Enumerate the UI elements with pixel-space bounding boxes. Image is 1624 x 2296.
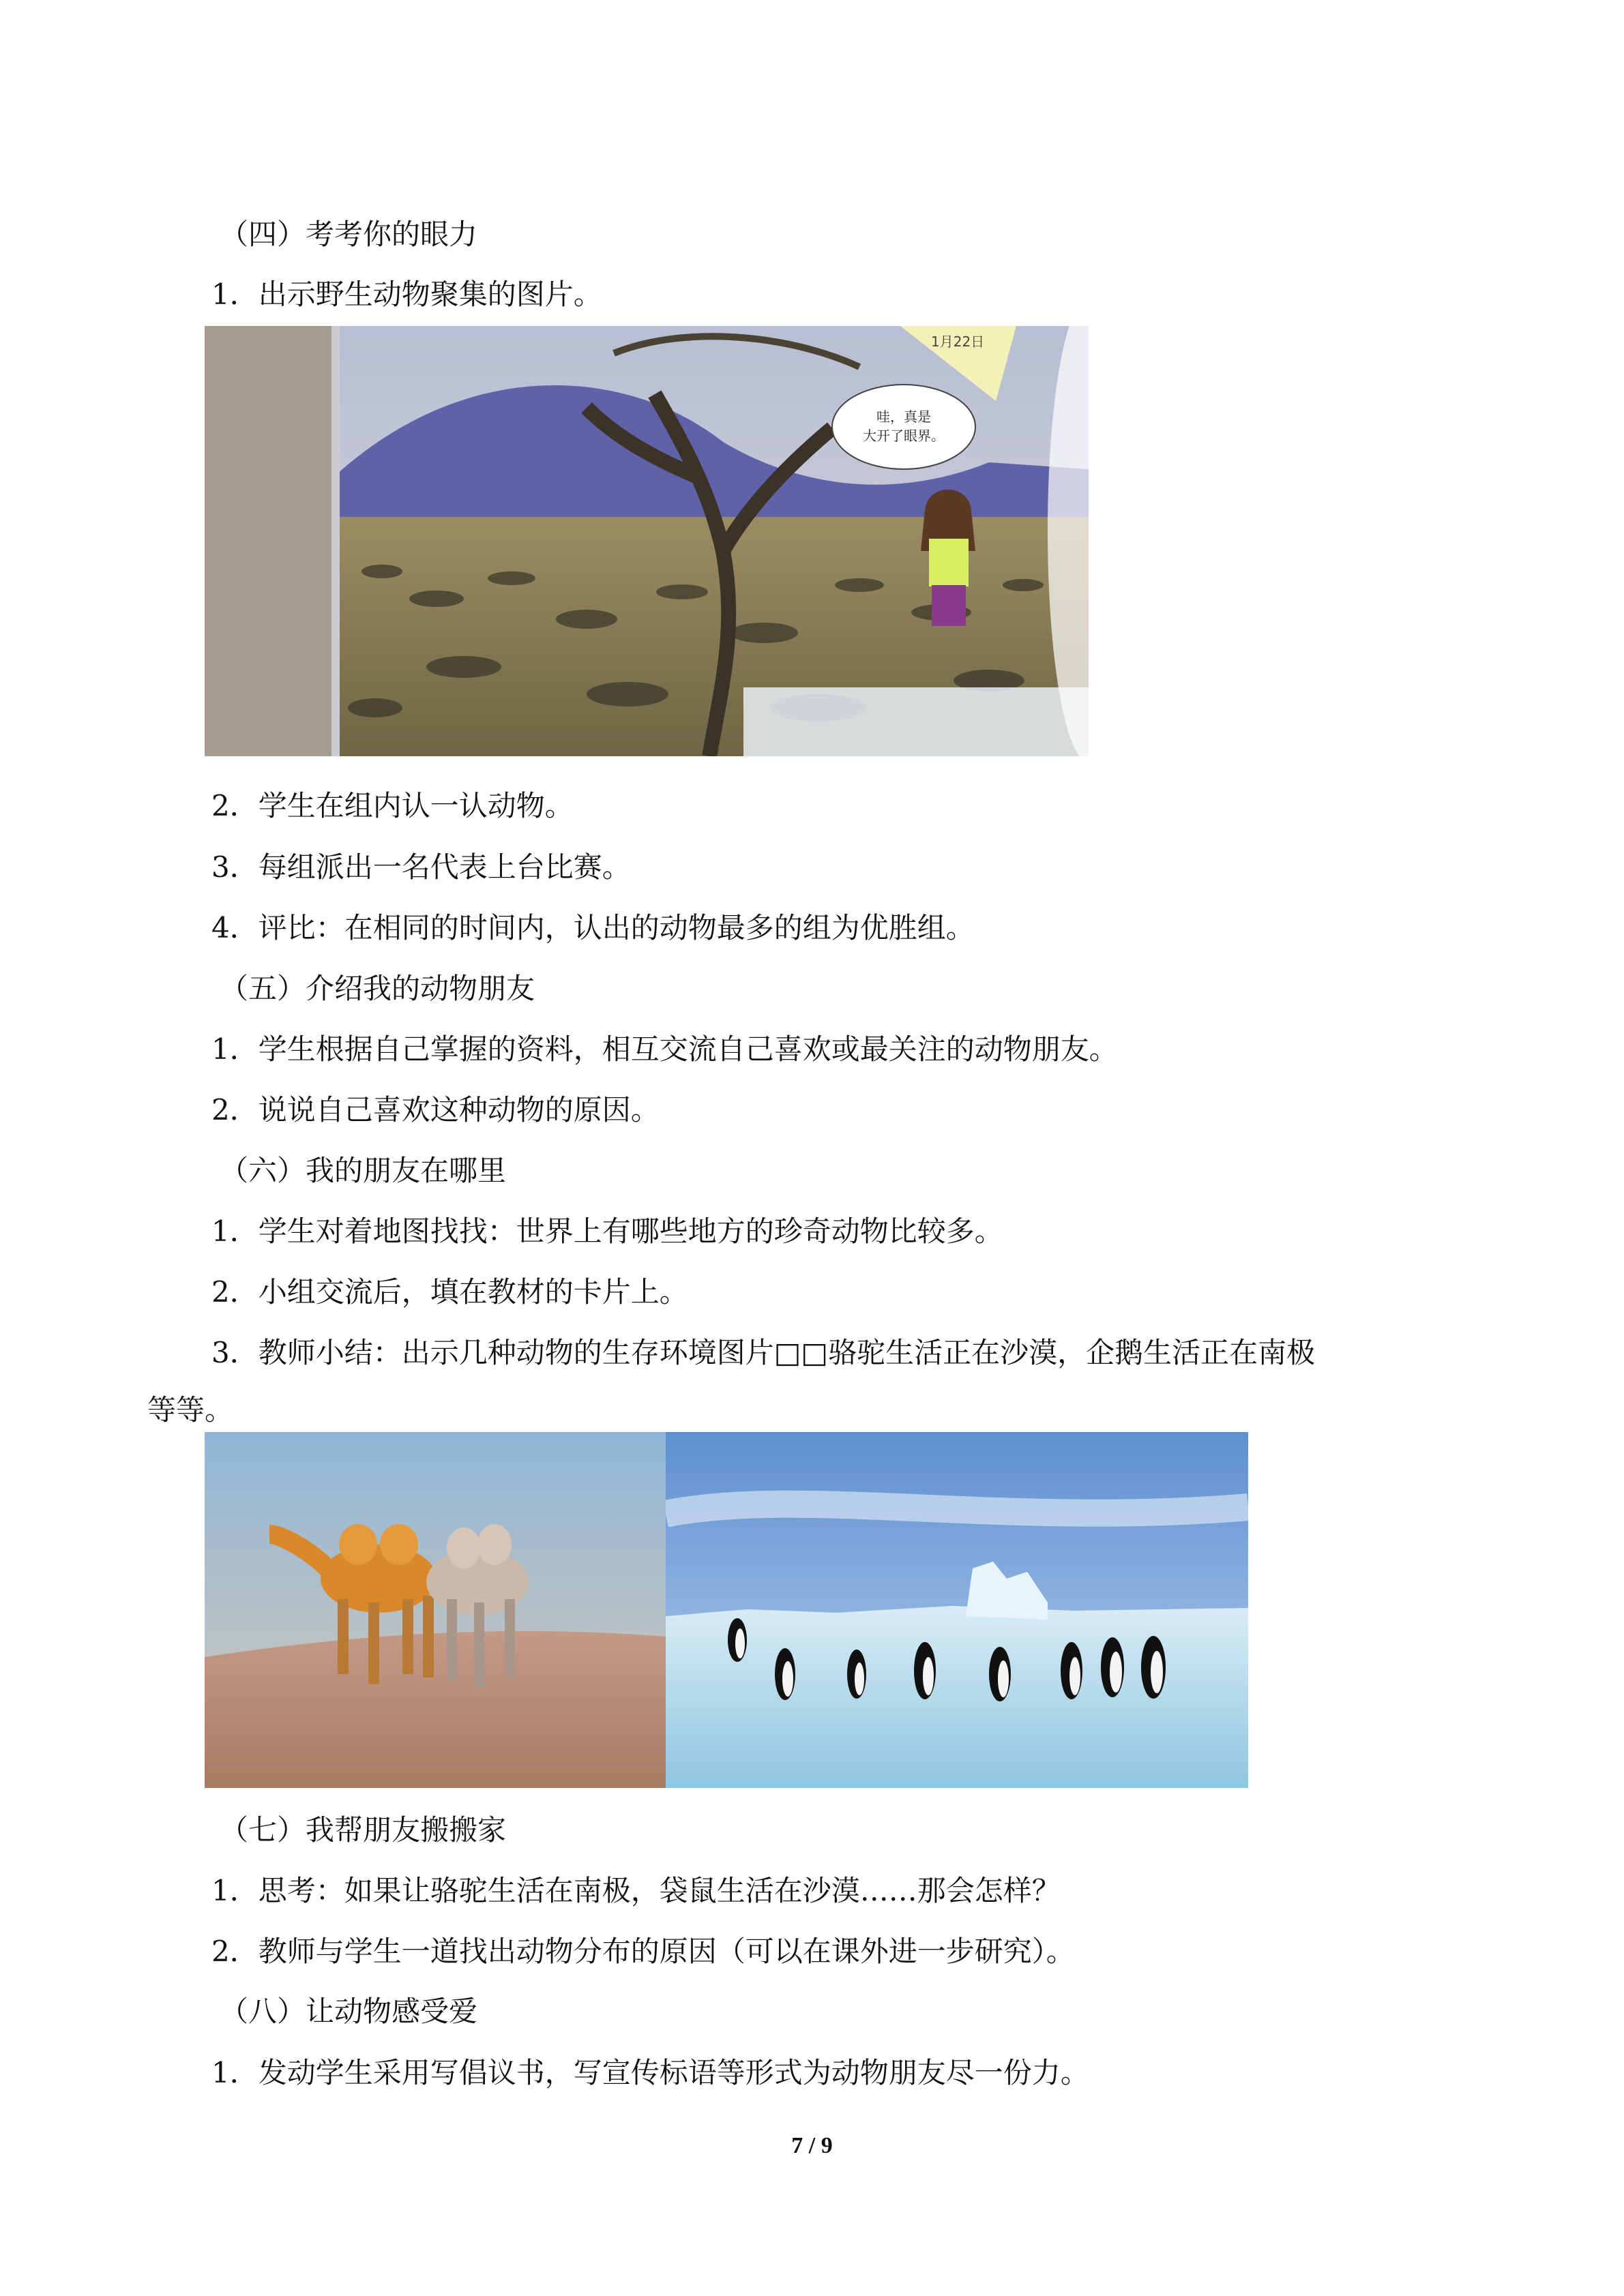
section-7-item-2: 2．教师与学生一道找出动物分布的原因（可以在课外进一步研究）。 <box>211 1935 1075 1968</box>
section-4-item-1: 1．出示野生动物聚集的图片。 <box>211 278 602 311</box>
section-6-item-3: 3．教师小结：出示几种动物的生存环境图片□□骆驼生活正在沙漠，企鹅生活正在南极 <box>211 1336 1316 1369</box>
savanna-animals-photo <box>205 326 1089 756</box>
section-4-heading: （四）考考你的眼力 <box>220 218 478 251</box>
section-4-item-2: 2．学生在组内认一认动物。 <box>211 789 574 822</box>
section-6-item-2: 2．小组交流后，填在教材的卡片上。 <box>211 1275 688 1309</box>
penguins-antarctica-photo <box>666 1432 1248 1788</box>
svg-text:哇，真是: 哇，真是 <box>876 408 931 425</box>
section-7-item-1: 1．思考：如果让骆驼生活在南极，袋鼠生活在沙漠……那会怎样？ <box>211 1874 1061 1907</box>
section-4-item-3: 3．每组派出一名代表上台比赛。 <box>211 850 631 884</box>
section-6-item-1: 1．学生对着地图找找：世界上有哪些地方的珍奇动物比较多。 <box>211 1214 1003 1248</box>
section-7-heading: （七）我帮朋友搬搬家 <box>220 1813 507 1847</box>
section-5-item-1: 1．学生根据自己掌握的资料，相互交流自己喜欢或最关注的动物朋友。 <box>211 1032 1118 1066</box>
section-8-heading: （八）让动物感受爱 <box>220 1995 478 2028</box>
svg-text:1月22日: 1月22日 <box>931 333 985 350</box>
speech-bubble <box>832 385 975 469</box>
section-5-heading: （五）介绍我的动物朋友 <box>220 972 535 1005</box>
camels-desert-photo <box>205 1432 666 1788</box>
svg-text:大开了眼界。: 大开了眼界。 <box>863 428 945 444</box>
section-6-item-3-continued: 等等。 <box>147 1393 234 1427</box>
section-8-item-1: 1．发动学生采用写倡议书，写宣传标语等形式为动物朋友尽一份力。 <box>211 2056 1089 2089</box>
page-number: 7 / 9 <box>791 2133 833 2158</box>
section-4-item-4: 4．评比：在相同的时间内，认出的动物最多的组为优胜组。 <box>211 911 975 944</box>
section-6-heading: （六）我的朋友在哪里 <box>220 1154 507 1187</box>
section-5-item-2: 2．说说自己喜欢这种动物的原因。 <box>211 1093 660 1127</box>
